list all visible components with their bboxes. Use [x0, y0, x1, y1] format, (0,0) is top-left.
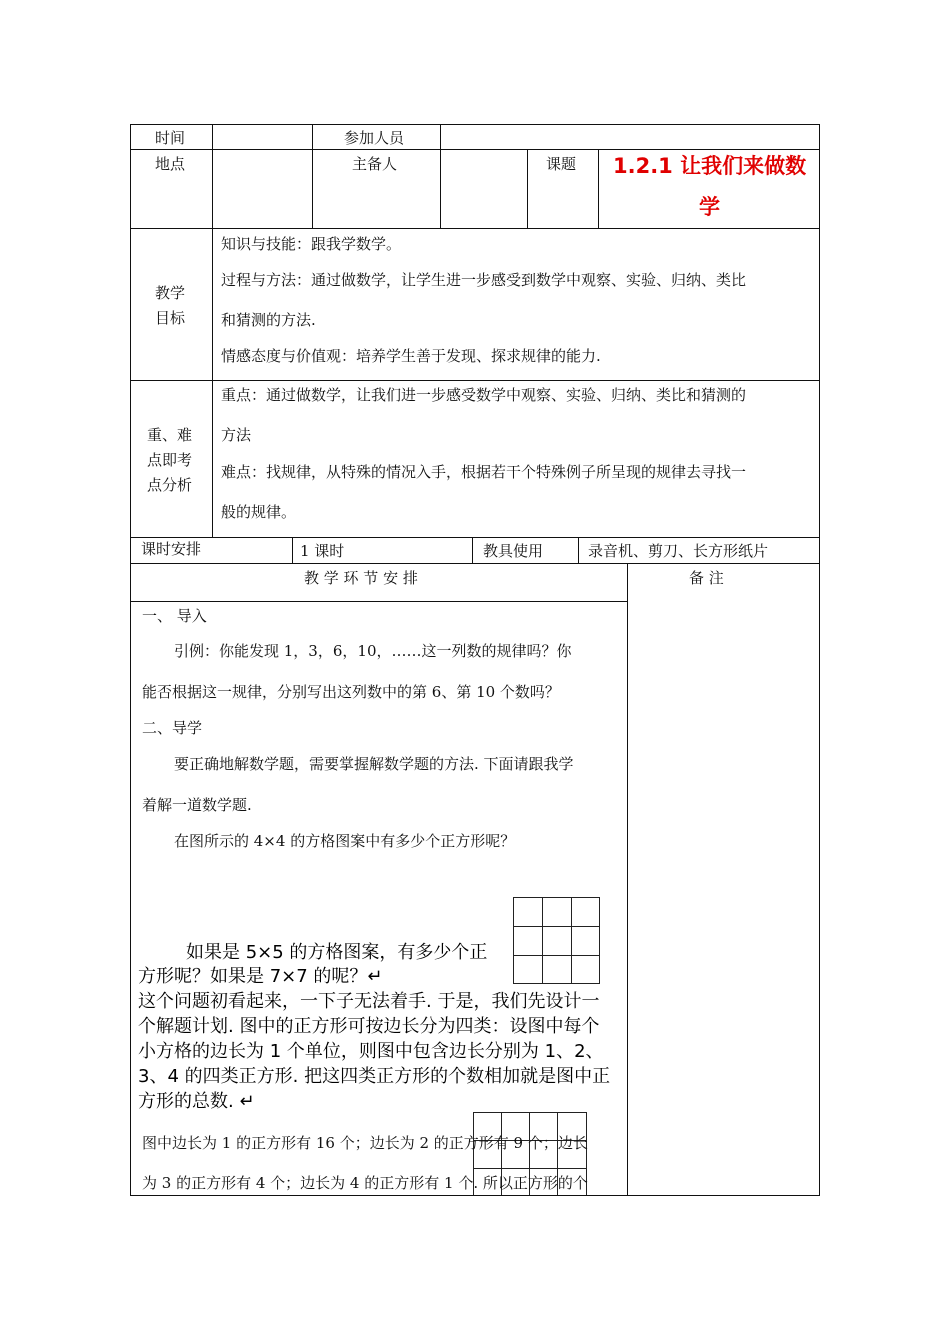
- goals-label-1: 教学: [155, 284, 186, 302]
- answer-paragraph-1: 图中边长为 1 的正方形有 16 个；边长为 2 的正方形有 9 个；边长: [142, 1134, 588, 1152]
- tools-value: 录音机、剪刀、长方形纸片: [588, 542, 769, 560]
- pasted-text-line-6: 3、4 的四类正方形. 把这四类正方形的个数相加就是图中正: [138, 1066, 611, 1087]
- table-border-left: [130, 124, 131, 1196]
- table-col-divider: [527, 149, 528, 228]
- table-row-divider: [130, 380, 820, 381]
- table-row-divider: [130, 563, 820, 564]
- table-border-top: [130, 124, 820, 125]
- guide-paragraph-1: 要正确地解数学题，需要掌握解数学题的方法. 下面请跟我学: [174, 755, 574, 773]
- table-col-divider: [627, 563, 628, 1196]
- keypoints-line-4: 般的规律。: [221, 503, 297, 521]
- keypoints-label-1: 重、难: [147, 426, 193, 444]
- table-col-divider: [440, 124, 441, 228]
- table-col-divider: [212, 124, 213, 537]
- time-label: 时间: [155, 129, 186, 147]
- table-row-divider: [130, 228, 820, 229]
- grid-figure-3x3: [513, 897, 600, 984]
- keypoints-line-2: 方法: [221, 426, 252, 444]
- topic-title-line2: 学: [699, 195, 720, 219]
- section-heading-intro: 一、 导入: [142, 607, 207, 625]
- guide-paragraph-2: 着解一道数学题.: [142, 796, 252, 814]
- goals-label-2: 目标: [155, 309, 186, 327]
- table-border-bottom: [130, 1195, 820, 1196]
- pasted-text-line-1: 如果是 5×5 的方格图案，有多少个正: [186, 942, 488, 963]
- goals-line-1: 知识与技能：跟我学数学。: [221, 235, 402, 253]
- topic-label: 课题: [546, 155, 577, 173]
- schedule-value: 1 课时: [300, 542, 345, 560]
- table-col-divider: [312, 124, 313, 228]
- table-col-divider: [598, 149, 599, 228]
- section-header-left: 教 学 环 节 安 排: [304, 569, 418, 587]
- tools-label: 教具使用: [483, 542, 544, 560]
- section-heading-guide: 二、导学: [142, 719, 203, 737]
- pasted-text-line-7: 方形的总数. ↵: [138, 1091, 255, 1112]
- place-label: 地点: [155, 155, 186, 173]
- pasted-text-line-3: 这个问题初看起来，一下子无法着手. 于是，我们先设计一: [138, 991, 600, 1012]
- keypoints-line-3: 难点：找规律，从特殊的情况入手，根据若干个特殊例子所呈现的规律去寻找一: [221, 463, 747, 481]
- keypoints-label-2: 点即考: [147, 451, 193, 469]
- goals-line-2: 过程与方法：通过做数学，让学生进一步感受到数学中观察、实验、归纳、类比: [221, 271, 747, 289]
- table-row-divider: [130, 601, 628, 602]
- table-border-right: [819, 124, 820, 1196]
- table-row-divider: [130, 537, 820, 538]
- preparer-label: 主备人: [352, 155, 398, 173]
- pasted-text-line-2: 方形呢？如果是 7×7 的呢？↵: [138, 966, 383, 987]
- goals-line-4: 情感态度与价值观：培养学生善于发现、探求规律的能力.: [221, 347, 601, 365]
- question-paragraph: 在图所示的 4×4 的方格图案中有多少个正方形呢？: [174, 832, 516, 850]
- intro-paragraph-1: 引例：你能发现 1，3，6，10，……这一列数的规律吗？你: [174, 642, 572, 660]
- keypoints-label-3: 点分析: [147, 476, 193, 494]
- section-header-right: 备 注: [689, 569, 724, 587]
- goals-line-3: 和猜测的方法.: [221, 311, 316, 329]
- table-col-divider: [292, 537, 293, 563]
- answer-paragraph-2: 为 3 的正方形有 4 个；边长为 4 的正方形有 1 个. 所以正方形的个: [142, 1174, 588, 1192]
- topic-title-line1: 1.2.1 让我们来做数: [613, 154, 807, 178]
- table-col-divider: [472, 537, 473, 563]
- pasted-text-line-5: 小方格的边长为 1 个单位，则图中包含边长分别为 1、2、: [138, 1041, 604, 1062]
- participants-label: 参加人员: [344, 129, 405, 147]
- pasted-text-line-4: 个解题计划. 图中的正方形可按边长分为四类：设图中每个: [138, 1016, 600, 1037]
- table-col-divider: [578, 537, 579, 563]
- schedule-label: 课时安排: [141, 540, 202, 558]
- intro-paragraph-2: 能否根据这一规律，分别写出这列数中的第 6、第 10 个数吗？: [142, 683, 560, 701]
- keypoints-line-1: 重点：通过做数学，让我们进一步感受数学中观察、实验、归纳、类比和猜测的: [221, 386, 747, 404]
